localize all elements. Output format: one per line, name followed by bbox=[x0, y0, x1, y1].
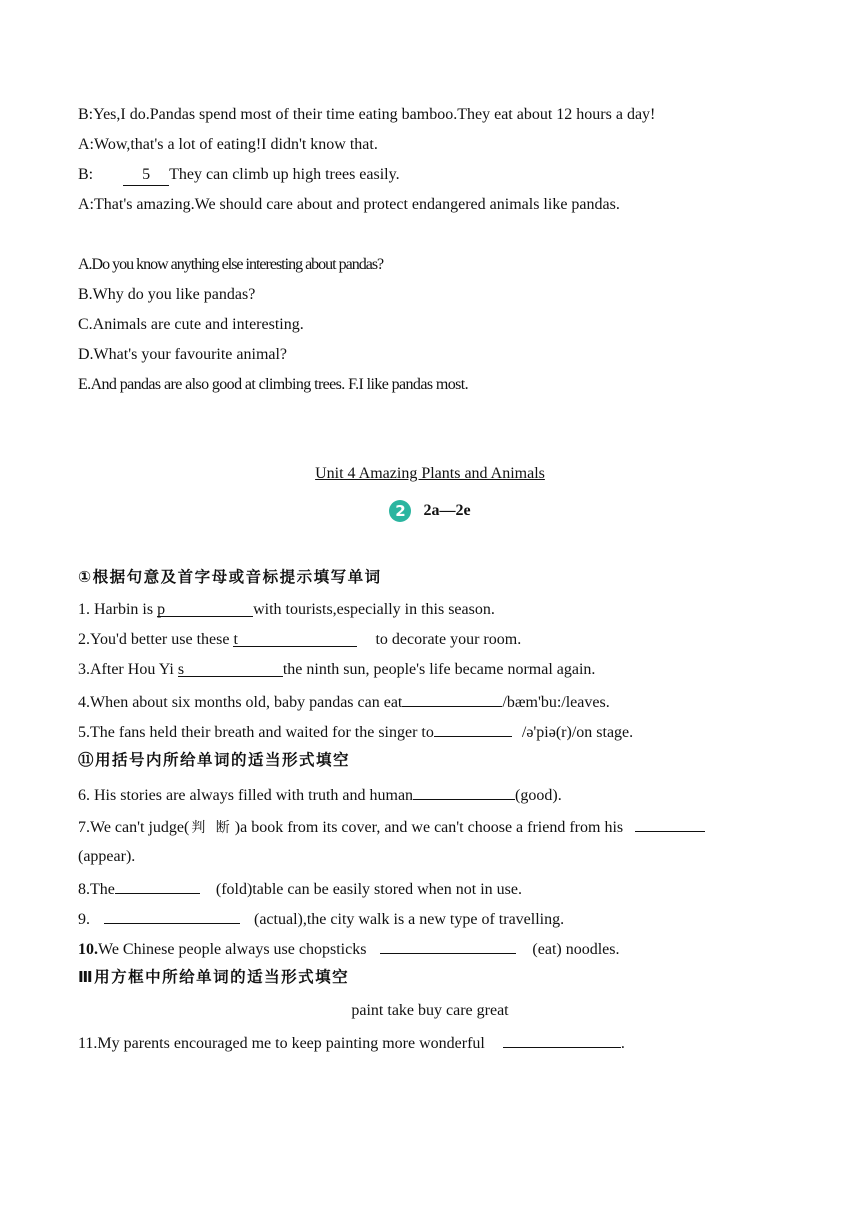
question-3-text: 3.After Hou Yi bbox=[78, 661, 178, 678]
question-5 bbox=[78, 720, 633, 743]
question-6-text: 6. His stories are always filled with truth and human bbox=[78, 787, 414, 804]
unit-subtitle-text: 2a—2e bbox=[423, 502, 471, 519]
speaker-label: B: bbox=[78, 166, 94, 183]
answer-blank-6[interactable] bbox=[413, 783, 515, 800]
option-e: E.And pandas are also good at climbing trees. F.I like pandas most. bbox=[78, 376, 468, 393]
question-8-text: 8.The bbox=[78, 881, 115, 898]
question-11 bbox=[78, 1031, 625, 1054]
option-c: C.Animals are cute and interesting. bbox=[78, 316, 304, 333]
question-5-text: 5.The fans held their breath and waited for the singer to bbox=[78, 724, 434, 741]
dialogue-line-a6: A:That's amazing.We should care about and protect endangered animals like pandas. bbox=[78, 196, 620, 213]
section-heading-1: ①根据句意及首字母或音标提示填写单词 bbox=[78, 568, 382, 586]
answer-blank-2[interactable] bbox=[233, 630, 357, 647]
answer-blank-5b[interactable] bbox=[434, 720, 512, 737]
question-4-text-end: /bæm'bu:/leaves. bbox=[502, 694, 610, 711]
question-10-text: We Chinese people always use chopsticks bbox=[98, 941, 367, 958]
option-b: B.Why do you like pandas? bbox=[78, 286, 256, 303]
answer-blank-10[interactable] bbox=[380, 937, 516, 954]
answer-blank-4[interactable] bbox=[402, 690, 502, 707]
answer-blank-9[interactable] bbox=[104, 907, 240, 924]
dialogue-line-b5 bbox=[78, 165, 400, 186]
answer-blank-3[interactable] bbox=[178, 660, 283, 677]
question-2-text: 2.You'd better use these bbox=[78, 631, 234, 648]
chinese-gloss: 判 断 bbox=[191, 820, 233, 836]
question-1-text: 1. Harbin is bbox=[78, 601, 158, 618]
dialogue-line-a5: A:Wow,that's a lot of eating!I didn't know that. bbox=[78, 136, 378, 153]
question-8 bbox=[78, 877, 522, 900]
question-1 bbox=[78, 600, 495, 620]
option-d: D.What's your favourite animal? bbox=[78, 346, 288, 363]
question-7-text-mid: )a book from its cover, and we can't choose a friend from his bbox=[234, 819, 624, 836]
answer-blank-1[interactable] bbox=[157, 600, 253, 617]
question-9 bbox=[78, 907, 564, 930]
question-6-text-end: (good). bbox=[515, 787, 562, 804]
question-8-text-end: (fold)table can be easily stored when not in use. bbox=[215, 881, 522, 898]
question-9-text: 9. bbox=[78, 911, 90, 928]
question-6 bbox=[78, 783, 562, 806]
question-4-text: 4.When about six months old, baby pandas can eat bbox=[78, 694, 403, 711]
question-3 bbox=[78, 660, 595, 680]
hint-letter: p bbox=[157, 601, 166, 618]
question-10 bbox=[78, 937, 620, 960]
question-7-cont: (appear). bbox=[78, 848, 136, 865]
question-4 bbox=[78, 690, 610, 713]
unit-title bbox=[0, 464, 860, 484]
unit-title-text: Unit 4 Amazing Plants and Animals bbox=[315, 465, 545, 482]
section-heading-3: Ⅲ用方框中所给单词的适当形式填空 bbox=[78, 968, 350, 986]
question-9-text-end: (actual),the city walk is a new type of travelling. bbox=[254, 911, 565, 928]
option-a: A.Do you know anything else interesting about pandas? bbox=[78, 256, 384, 273]
unit-subtitle bbox=[0, 500, 860, 522]
dialogue-b5-text: They can climb up high trees easily. bbox=[169, 166, 400, 183]
hint-letter: s bbox=[177, 661, 185, 678]
question-2 bbox=[78, 630, 521, 650]
question-5-text-end: /ə'piə(r)/on stage. bbox=[521, 724, 634, 741]
answer-blank-8[interactable] bbox=[115, 877, 200, 894]
question-2-text-end: to decorate your room. bbox=[375, 631, 522, 648]
answer-blank-5[interactable]: 5 bbox=[123, 165, 169, 186]
question-7 bbox=[78, 815, 705, 838]
question-10-text-end: (eat) noodles. bbox=[532, 941, 620, 958]
answer-blank-11[interactable] bbox=[503, 1031, 621, 1048]
section-heading-2: ⑪用括号内所给单词的适当形式填空 bbox=[78, 751, 351, 769]
question-11-text: 11.My parents encouraged me to keep painting more wonderful bbox=[78, 1035, 485, 1052]
question-10-number: 10. bbox=[78, 941, 98, 958]
answer-blank-7[interactable] bbox=[635, 815, 705, 832]
hint-letter: t bbox=[233, 631, 238, 648]
word-box: paint take buy care great bbox=[351, 1002, 509, 1019]
section-number-badge: 2 bbox=[389, 500, 411, 522]
question-11-period: . bbox=[620, 1035, 625, 1052]
question-1-text-end: with tourists,especially in this season. bbox=[253, 601, 495, 618]
dialogue-line-b4: B:Yes,I do.Pandas spend most of their time eating bamboo.They eat about 12 hours a day! bbox=[78, 106, 656, 123]
question-3-text-end: the ninth sun, people's life became normal again. bbox=[282, 661, 596, 678]
question-7-text: 7.We can't judge( bbox=[78, 819, 190, 836]
